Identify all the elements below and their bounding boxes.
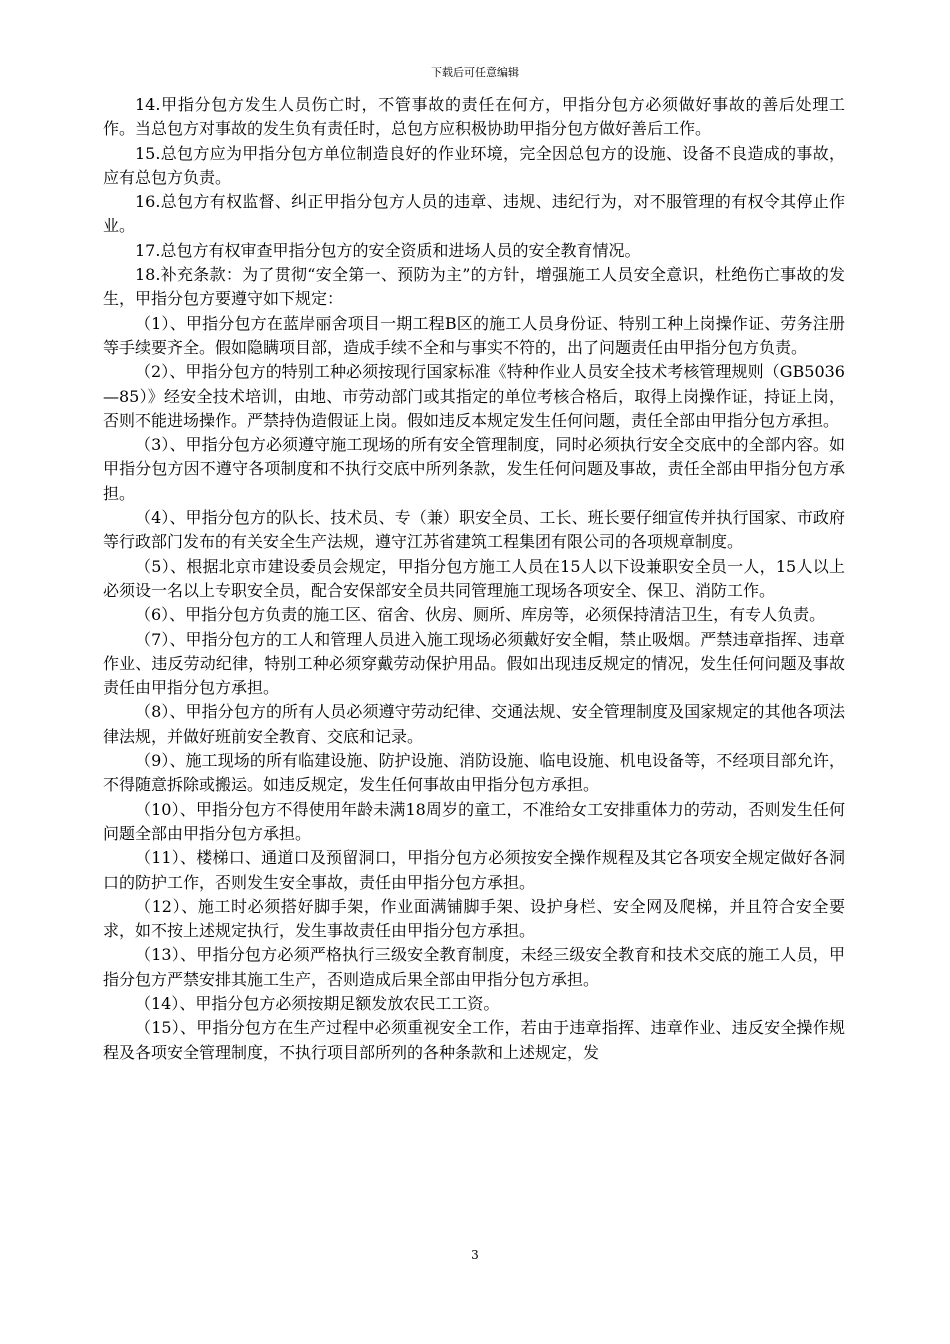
sub-clause-2: （2）、甲指分包方的特别工种必须按现行国家标准《特种作业人员安全技术考核管理规则（GB5036—85）》经安全技术培训，由地、市劳动部门或其指定的单位考核合格后，取得上岗操作证，持证上岗，否则不能进场操作。严禁持伪造假证上岗。假如违反本规定发生任何问题，责任全部由甲指分包方承担。 [103,362,845,430]
clause-16: 16.总包方有权监督、纠正甲指分包方人员的违章、违规、违纪行为，对不服管理的有权令其停止作业。 [103,192,845,236]
sub-clause-7: （7）、甲指分包方的工人和管理人员进入施工现场必须戴好安全帽，禁止吸烟。严禁违章指挥、违章作业、违反劳动纪律，特别工种必须穿戴劳动保护用品。假如出现违反规定的情况，发生任何问题及事故责任由甲指分包方承担。 [103,629,845,698]
sub-clause-5: （5）、根据北京市建设委员会规定，甲指分包方施工人员在15人以下设兼职安全员一人，15人以上必须设一名以上专职安全员，配合安保部安全员共同管理施工现场各项安全、保卫、消防工作。 [103,556,845,600]
sub-clause-11: （11）、楼梯口、通道口及预留洞口，甲指分包方必须按安全操作规程及其它各项安全规定做好各洞口的防护工作，否则发生安全事故，责任由甲指分包方承担。 [103,848,845,892]
clause-14: 14.甲指分包方发生人员伤亡时，不管事故的责任在何方，甲指分包方必须做好事故的善后处理工作。当总包方对事故的发生负有责任时，总包方应积极协助甲指分包方做好善后工作。 [103,95,845,139]
sub-clause-15: （15）、甲指分包方在生产过程中必须重视安全工作，若由于违章指挥、违章作业、违反安全操作规程及各项安全管理制度，不执行项目部所列的各种条款和上述规定，发 [103,1018,845,1062]
sub-clause-4: （4）、甲指分包方的队长、技术员、专（兼）职安全员、工长、班长要仔细宣传并执行国家、市政府等行政部门发布的有关安全生产法规，遵守江苏省建筑工程集团有限公司的各项规章制度。 [103,508,845,552]
clause-18-supplementary: 18.补充条款：为了贯彻“安全第一、预防为主”的方针，增强施工人员安全意识，杜绝伤亡事故的发生，甲指分包方要遵守如下规定： [103,265,845,309]
document-body [103,93,845,1065]
clause-17: 17.总包方有权审查甲指分包方的安全资质和进场人员的安全教育情况。 [135,240,641,260]
page-number: 3 [471,1248,479,1262]
sub-clause-1: （1）、甲指分包方在蓝岸丽舍项目一期工程B区的施工人员身份证、特别工种上岗操作证、劳务注册等手续要齐全。假如隐瞒项目部，造成手续不全和与事实不符的，出了问题责任由甲指分包方负责。 [103,313,845,357]
page-header-note: 下载后可任意编辑 [431,66,519,79]
sub-clause-6: （6）、甲指分包方负责的施工区、宿舍、伙房、厕所、库房等，必须保持清洁卫生，有专人负责。 [135,605,826,625]
clause-15: 15.总包方应为甲指分包方单位制造良好的作业环境，完全因总包方的设施、设备不良造成的事故，应有总包方负责。 [103,143,845,187]
sub-clause-14: （14）、甲指分包方必须按期足额发放农民工工资。 [135,993,500,1013]
sub-clause-13: （13）、甲指分包方必须严格执行三级安全教育制度，未经三级安全教育和技术交底的施工人员，甲指分包方严禁安排其施工生产，否则造成后果全部由甲指分包方承担。 [103,945,845,989]
sub-clause-8: （8）、甲指分包方的所有人员必须遵守劳动纪律、交通法规、安全管理制度及国家规定的其他各项法律法规，并做好班前安全教育、交底和记录。 [103,702,845,746]
sub-clause-9: （9）、施工现场的所有临建设施、防护设施、消防设施、临电设施、机电设备等，不经项目部允许，不得随意拆除或搬运。如违反规定，发生任何事故由甲指分包方承担。 [103,751,845,795]
sub-clause-12: （12）、施工时必须搭好脚手架，作业面满铺脚手架、设护身栏、安全网及爬梯，并且符合安全要求，如不按上述规定执行，发生事故责任由甲指分包方承担。 [103,896,845,941]
sub-clause-3: （3）、甲指分包方必须遵守施工现场的所有安全管理制度，同时必须执行安全交底中的全部内容。如甲指分包方因不遵守各项制度和不执行交底中所列条款，发生任何问题及事故，责任全部由甲指分包方承担。 [103,435,845,503]
sub-clause-10: （10）、甲指分包方不得使用年龄未满18周岁的童工，不准给女工安排重体力的劳动，否则发生任何问题全部由甲指分包方承担。 [103,799,845,843]
